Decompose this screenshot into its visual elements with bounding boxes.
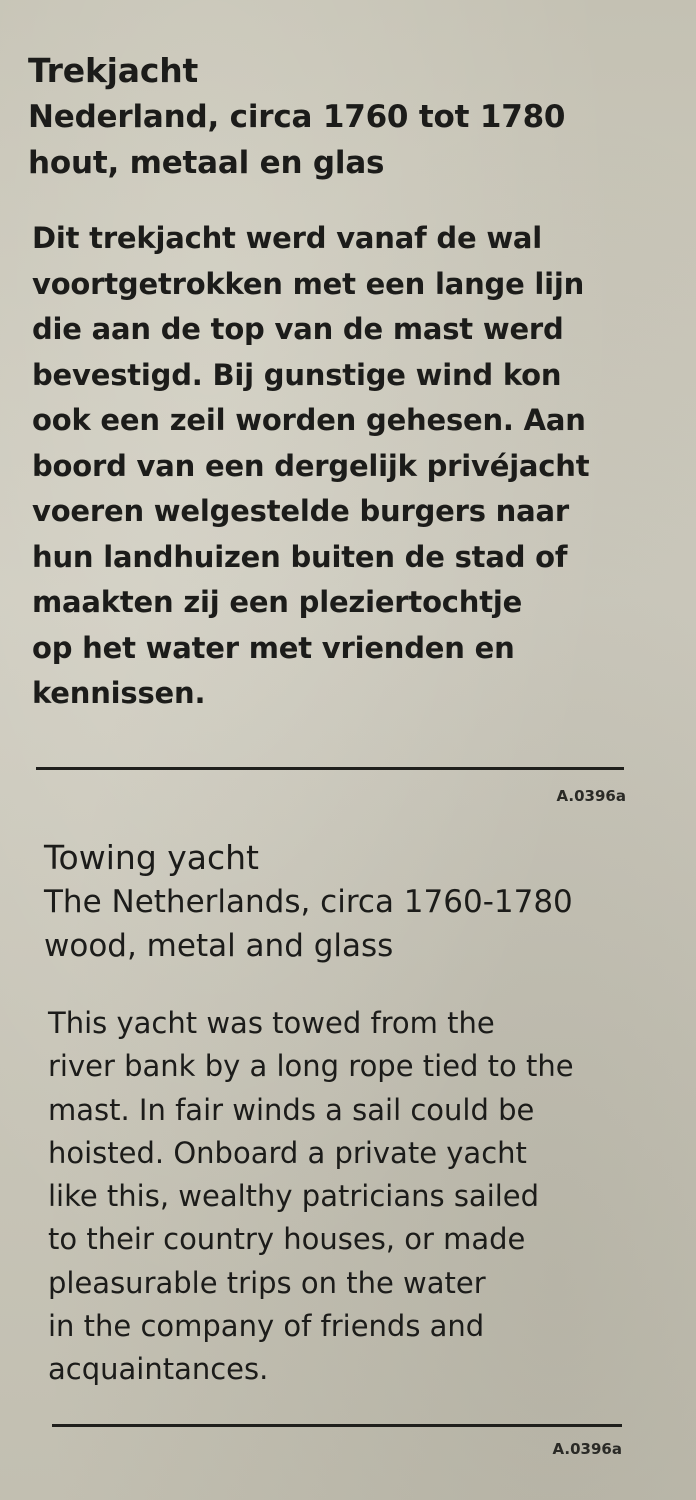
english-description-line: river bank by a long rope tied to the [48,1049,574,1084]
dutch-description-line: maakten zij een pleziertochtje [32,585,523,619]
english-heading [0,836,696,968]
dutch-description-line: voeren welgestelde burgers naar [32,494,569,528]
english-section [0,836,696,1392]
english-description-line: This yacht was towed from the [48,1006,495,1040]
dutch-description-line: bevestigd. Bij gunstige wind kon [32,357,562,392]
dutch-description-line: hun landhuizen buiten de stad of [32,539,568,574]
dutch-origin: Nederland, circa 1760 tot 1780 [28,99,566,135]
dutch-description-line: op het water met vrienden en [32,630,515,665]
dutch-description-line: ook een zeil worden gehesen. Aan [32,403,586,437]
english-description-line: in the company of friends and [48,1309,485,1344]
english-description-line: hoisted. Onboard a private yacht [48,1135,527,1170]
english-description-line: mast. In fair winds a sail could be [48,1092,535,1127]
dutch-title: Trekjacht [28,51,199,90]
dutch-materials: hout, metaal en glas [28,145,385,181]
dutch-heading [0,48,696,186]
english-description-line: pleasurable trips on the water [48,1265,486,1300]
dutch-divider [36,767,624,770]
english-object-number: A.0396a [552,1440,622,1458]
english-description [0,1002,696,1392]
dutch-description-line: Dit trekjacht werd vanaf de wal [32,221,543,255]
dutch-description-line: kennissen. [32,676,206,710]
dutch-description-line: die aan de top van de mast werd [32,312,564,346]
dutch-description-line: boord van een dergelijk privéjacht [32,448,590,483]
english-description-line: acquaintances. [48,1352,269,1387]
english-divider [52,1424,622,1427]
english-description-line: to their country houses, or made [48,1222,526,1257]
english-origin: The Netherlands, circa 1760-1780 [44,884,573,920]
dutch-object-number: A.0396a [556,787,626,805]
dutch-section [0,48,696,717]
english-materials: wood, metal and glass [44,928,394,964]
dutch-description [0,216,696,717]
english-title: Towing yacht [44,838,259,877]
dutch-description-line: voortgetrokken met een lange lijn [32,266,585,301]
english-description-line: like this, wealthy patricians sailed [48,1179,540,1214]
